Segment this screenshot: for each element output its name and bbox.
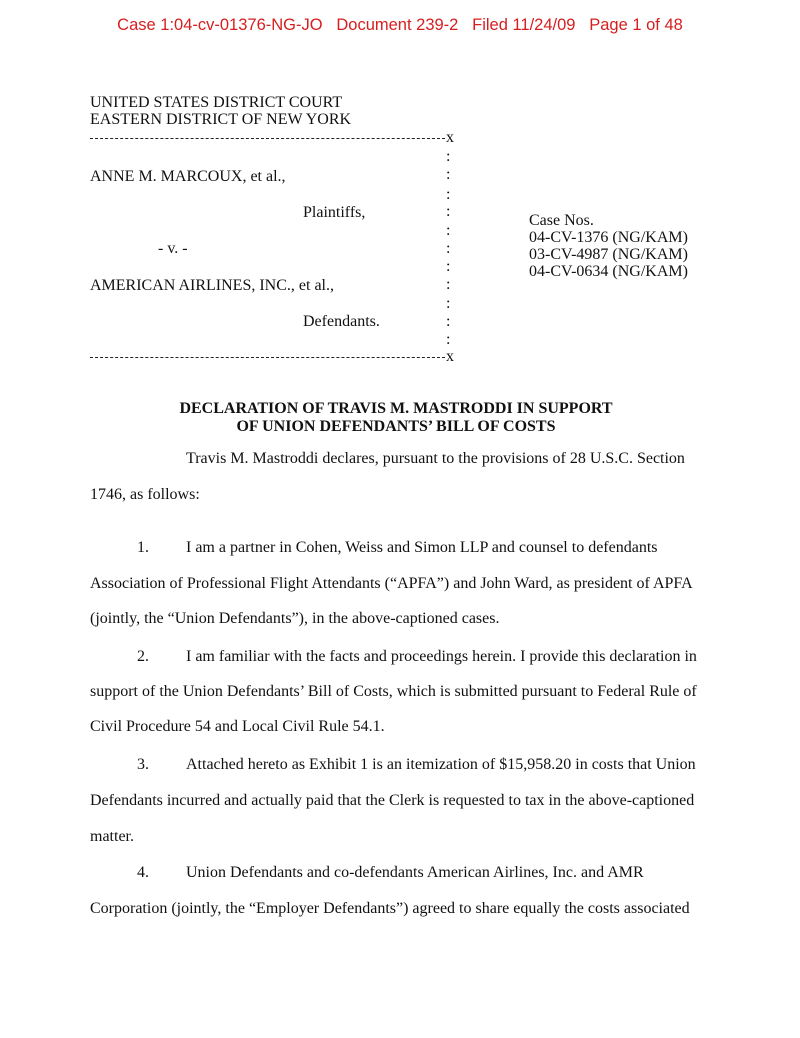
paragraph-text: Union Defendants and co-defendants American Airlines, Inc. and AMR [186, 864, 644, 881]
paragraph-text: Attached hereto as Exhibit 1 is an itemization of $15,958.20 in costs that Union [186, 756, 696, 773]
case-nos-label: Case Nos. [529, 212, 594, 229]
case-number: 03-CV-4987 (NG/KAM) [529, 246, 688, 263]
defendants-label: Defendants. [303, 313, 380, 330]
ecf-header [0, 16, 800, 35]
caption-colon: : [446, 331, 451, 348]
case-number-stamp: Case 1:04-cv-01376-NG-JO [117, 16, 323, 34]
caption-colon: : [446, 276, 451, 293]
paragraph-text: Defendants incurred and actually paid that the Clerk is requested to tax in the above-captioned [90, 792, 695, 809]
versus: - v. - [158, 240, 188, 257]
document-title-line2: OF UNION DEFENDANTS’ BILL OF COSTS [236, 418, 556, 435]
caption-colon: : [446, 295, 451, 312]
intro-text-continued: 1746, as follows: [90, 486, 200, 503]
paragraph-text: (jointly, the “Union Defendants”), in the above-captioned cases. [90, 610, 500, 627]
court-district: EASTERN DISTRICT OF NEW YORK [90, 111, 352, 128]
caption-bottom-rule: x [90, 348, 455, 366]
paragraph-text: support of the Union Defendants’ Bill of Costs, which is submitted pursuant to Federal Rule of [90, 683, 697, 700]
caption-colon: : [446, 166, 451, 183]
caption-colon: : [446, 186, 451, 203]
paragraph-text: Civil Procedure 54 and Local Civil Rule 54.1. [90, 718, 385, 735]
paragraph-text: I am a partner in Cohen, Weiss and Simon LLP and counsel to defendants [186, 539, 658, 556]
caption-colon: : [446, 148, 451, 165]
caption-colon: : [446, 258, 451, 275]
paragraph-number: 4. [137, 864, 149, 881]
page-count-stamp: Page 1 of 48 [589, 16, 683, 34]
caption-colon: : [446, 240, 451, 257]
caption-colon: : [446, 313, 451, 330]
paragraph-text: Association of Professional Flight Attendants (“APFA”) and John Ward, as president of APFA [90, 575, 693, 592]
caption-colon: : [446, 203, 451, 220]
case-number: 04-CV-1376 (NG/KAM) [529, 229, 688, 246]
paragraph-number: 1. [137, 539, 149, 556]
paragraph-number: 2. [137, 648, 149, 665]
paragraph-text: Corporation (jointly, the “Employer Defendants”) agreed to share equally the costs associated [90, 900, 690, 917]
defendant-name: AMERICAN AIRLINES, INC., et al., [90, 277, 334, 294]
court-name: UNITED STATES DISTRICT COURT [90, 94, 343, 111]
paragraph-text: I am familiar with the facts and proceedings herein. I provide this declaration in [186, 648, 697, 665]
document-title: DECLARATION OF TRAVIS M. MASTRODDI IN SUPPORT [179, 400, 613, 417]
paragraph-text: matter. [90, 828, 134, 845]
document-number-stamp: Document 239-2 [336, 16, 459, 34]
case-number: 04-CV-0634 (NG/KAM) [529, 263, 688, 280]
paragraph-number: 3. [137, 756, 149, 773]
plaintiffs-label: Plaintiffs, [303, 204, 366, 221]
intro-text: Travis M. Mastroddi declares, pursuant to the provisions of 28 U.S.C. Section [186, 450, 685, 467]
caption-colon: : [446, 222, 451, 239]
caption-top-rule: x [90, 129, 455, 147]
plaintiff-name: ANNE M. MARCOUX, et al., [90, 168, 286, 185]
filed-date-stamp: Filed 11/24/09 [472, 16, 576, 34]
